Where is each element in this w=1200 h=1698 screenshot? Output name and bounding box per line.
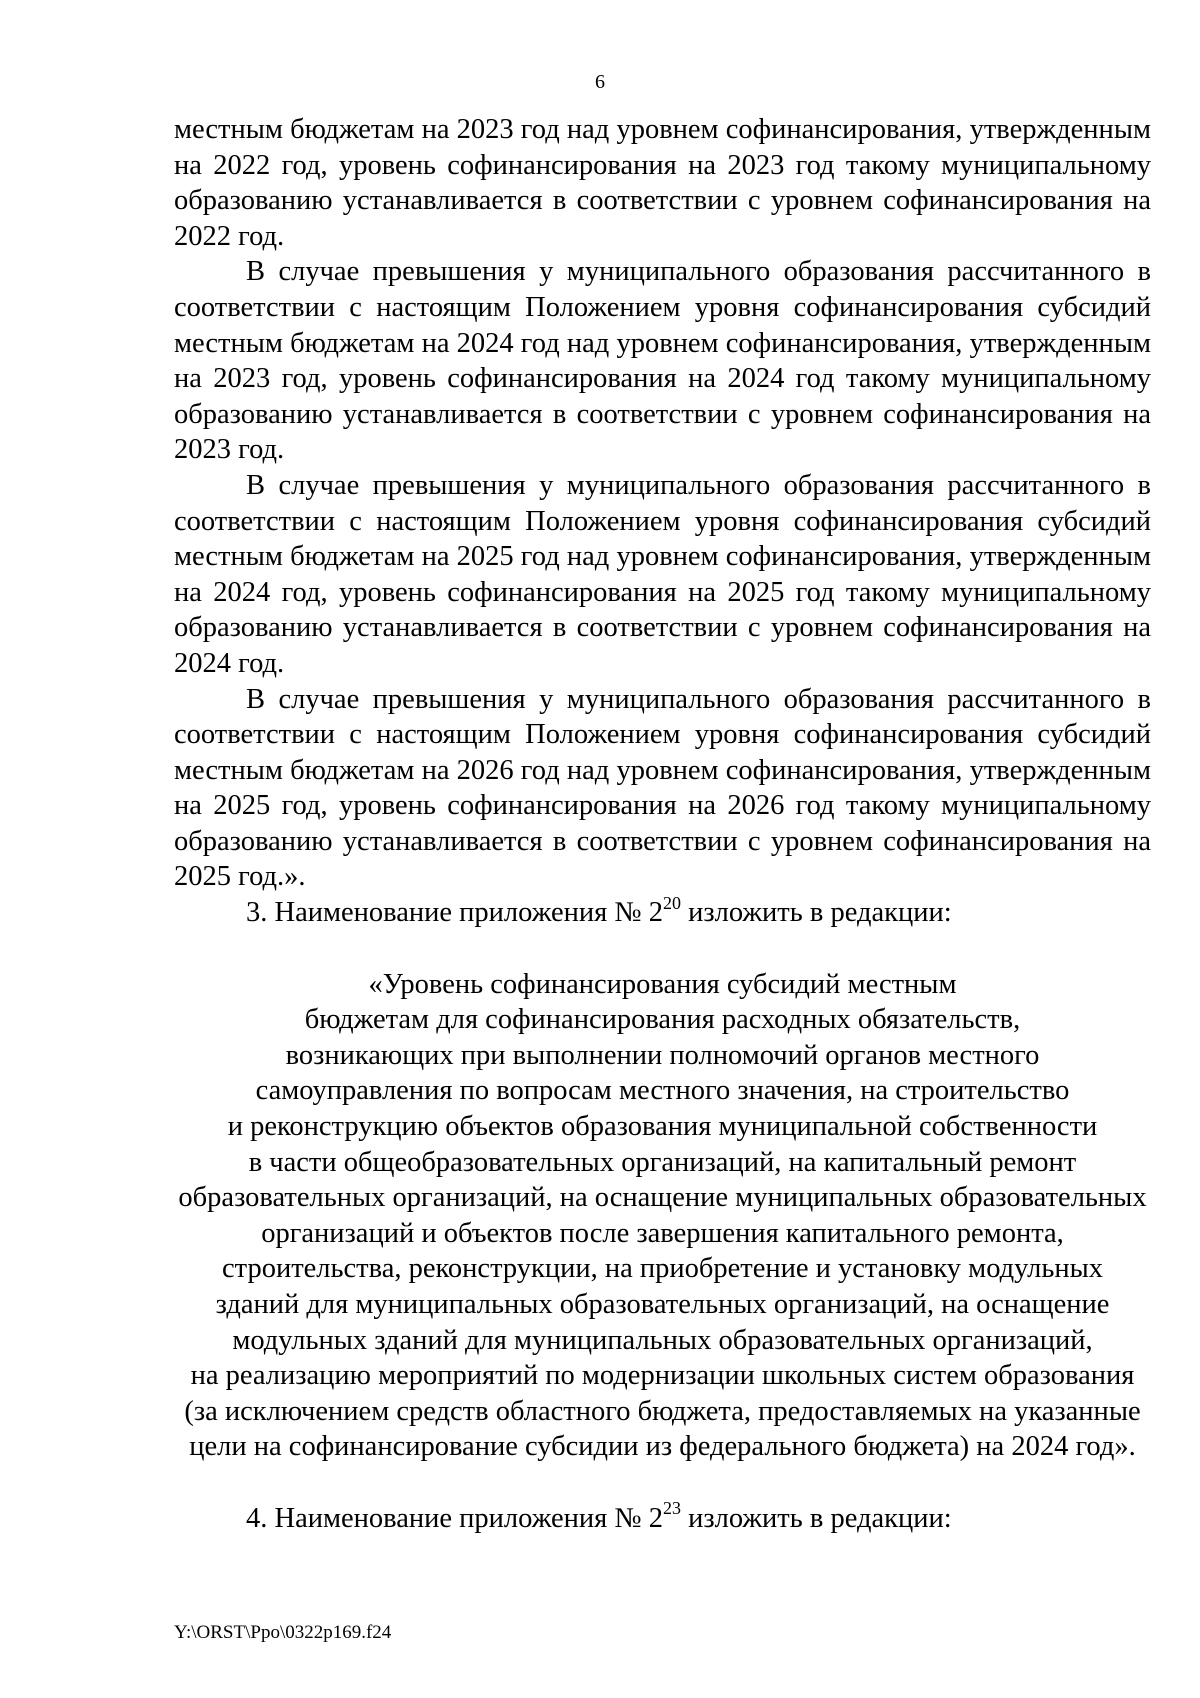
- title-line: в части общеобразовательных организаций, на капитальный ремонт: [248, 1146, 1077, 1178]
- item-4: [174, 1498, 1151, 1537]
- title-line: на реализацию мероприятий по модернизации школьных систем образования: [190, 1360, 1135, 1392]
- title-line: бюджетам для софинансирования расходных обязательств,: [304, 1004, 1021, 1036]
- title-line: образовательных организаций, на оснащение муниципальных образовательных: [178, 1182, 1147, 1214]
- item-4-superscript: 23: [662, 1498, 681, 1519]
- title-line: (за исключением средств областного бюджета, предоставляемых на указанные: [184, 1395, 1141, 1427]
- appendix-title: [174, 967, 1151, 1465]
- footer-file-path: Y:\ORST\Ppo\0322p169.f24: [174, 1622, 392, 1643]
- title-line: «Уровень софинансирования субсидий местным: [368, 968, 957, 1000]
- item-3-prefix: 3. Наименование приложения № 2: [246, 897, 663, 929]
- paragraph-2026: В случае превышения у муниципального образования рассчитанного в соответствии с настоящим Положением уровня софинансирования субсидий местным бюджетам на 2026 год над уровнем софинансирования, утвержденным на 2025 год, уровень софинансирования на 2026 год такому муниципальному образованию устанавливается в соответствии с уровнем софинансирования на 2025 год.».: [174, 683, 1151, 893]
- title-line: самоуправления по вопросам местного значения, на строительство: [255, 1075, 1070, 1107]
- page-number: 6: [595, 71, 605, 93]
- title-line: и реконструкцию объектов образования муниципальной собственности: [227, 1111, 1098, 1143]
- title-line: строительства, реконструкции, на приобретение и установку модульных: [222, 1253, 1103, 1285]
- paragraph-2024: В случае превышения у муниципального образования рассчитанного в соответствии с настоящим Положением уровня софинансирования субсидий местным бюджетам на 2024 год над уровнем софинансирования, утвержденным на 2023 год, уровень софинансирования на 2024 год такому муниципальному образованию устанавливается в соответствии с уровнем софинансирования на 2023 год.: [174, 256, 1151, 466]
- title-line: модульных зданий для муниципальных образовательных организаций,: [232, 1324, 1093, 1356]
- item-3: [174, 892, 1151, 931]
- title-line: зданий для муниципальных образовательных организаций, на оснащение: [215, 1289, 1110, 1320]
- item-3-suffix: изложить в редакции:: [680, 897, 952, 929]
- item-3-superscript: 20: [662, 892, 681, 913]
- document-body: [174, 112, 1151, 1537]
- paragraph-continuation: местным бюджетам на 2023 год над уровнем софинансирования, утвержденным на 2022 год, уровень софинансирования на 2023 год такому муниципальному образованию устанавливается в соответствии с уровнем софинансирования на 2022 год.: [174, 114, 1151, 252]
- paragraph-2025: В случае превышения у муниципального образования рассчитанного в соответствии с настоящим Положением уровня софинансирования субсидий местным бюджетам на 2025 год над уровнем софинансирования, утвержденным на 2024 год, уровень софинансирования на 2025 год такому муниципальному образованию устанавливается в соответствии с уровнем софинансирования на 2024 год.: [174, 469, 1151, 679]
- item-4-suffix: изложить в редакции:: [680, 1502, 952, 1534]
- item-4-prefix: 4. Наименование приложения № 2: [246, 1502, 663, 1534]
- title-line: организаций и объектов после завершения капитального ремонта,: [261, 1217, 1064, 1249]
- title-line: цели на софинансирование субсидии из федерального бюджета) на 2024 год».: [189, 1431, 1136, 1463]
- title-line: возникающих при выполнении полномочий органов местного: [285, 1039, 1040, 1071]
